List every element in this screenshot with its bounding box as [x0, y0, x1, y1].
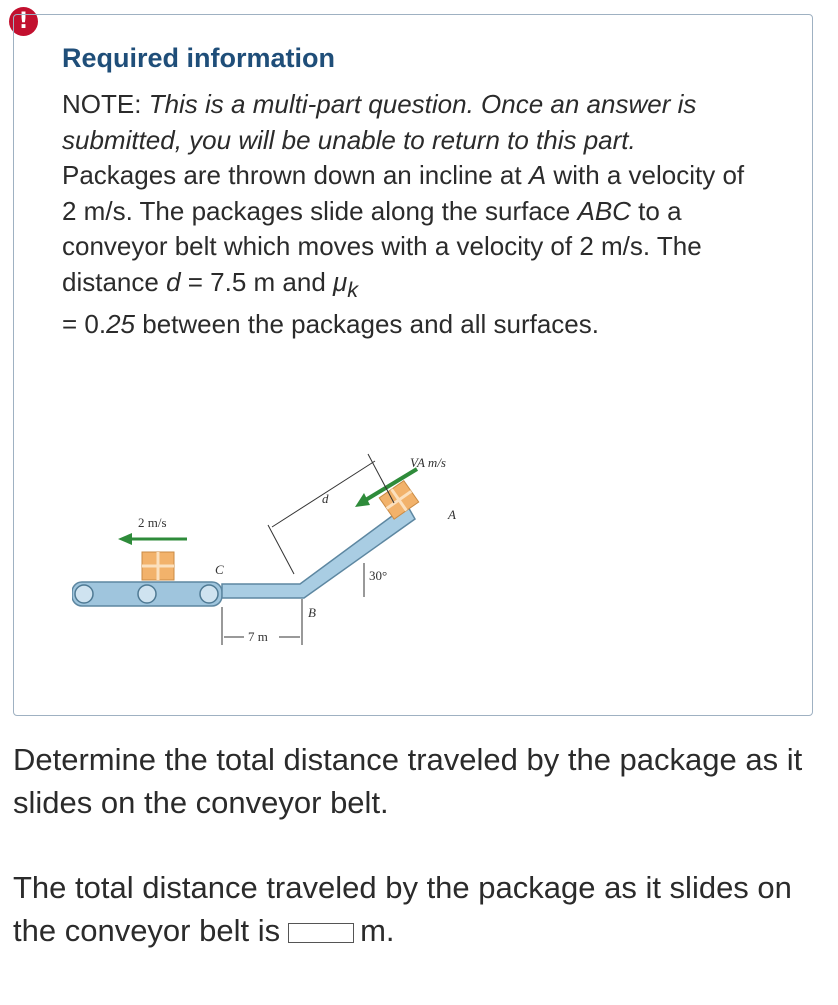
- angle-label: 30°: [369, 568, 388, 583]
- va-label: VA m/s: [410, 455, 446, 470]
- note-text: This is a multi-part question. Once an answer is submitted, you will be unable to return to this part.: [62, 89, 697, 155]
- exclamation-icon: !: [9, 7, 38, 36]
- note-label: NOTE:: [62, 89, 142, 119]
- answer-row: [13, 866, 823, 952]
- problem-statement: [62, 87, 762, 343]
- label-d: d: [322, 491, 329, 506]
- label-b: B: [308, 605, 316, 620]
- incline-surface: [222, 505, 415, 598]
- problem-text-5: = 0.: [62, 309, 107, 340]
- distance-label: 7 m: [248, 629, 268, 644]
- problem-text-4: = 7.5 m and: [180, 266, 334, 297]
- required-information-title: Required information: [62, 43, 336, 73]
- point-a: A: [528, 160, 547, 190]
- mu-value: 25: [106, 309, 136, 340]
- problem-text-2: with a velocity of 2 m/s. The packages slide along the surface: [62, 160, 745, 226]
- problem-text-3: to a conveyor belt which moves with a velocity of 2 m/s. The distance: [62, 195, 702, 297]
- label-a: A: [448, 507, 456, 522]
- belt-roller: [75, 585, 93, 603]
- speed-label: 2 m/s: [138, 515, 167, 530]
- belt-velocity-arrowhead: [118, 533, 132, 545]
- mu-symbol: μ: [333, 266, 348, 297]
- belt-roller: [200, 585, 218, 603]
- answer-input[interactable]: [288, 923, 354, 943]
- conveyor-figure: [72, 447, 472, 657]
- surface-abc: ABC: [577, 195, 631, 226]
- answer-unit: m.: [360, 913, 395, 948]
- problem-text-1: Packages are thrown down an incline at: [62, 160, 529, 190]
- required-information-panel: [13, 14, 813, 716]
- problem-text-6: between the packages and all surfaces.: [135, 309, 599, 340]
- label-c: C: [215, 562, 224, 577]
- answer-prefix: The total distance traveled by the package as it slides on the conveyor belt is: [13, 870, 792, 948]
- question-text: Determine the total distance traveled by the package as it slides on the conveyor belt.: [13, 742, 803, 820]
- belt-roller: [138, 585, 156, 603]
- mu-subscript-k: k: [347, 276, 359, 302]
- dimension-line: [268, 525, 294, 574]
- distance-d: d: [166, 266, 181, 297]
